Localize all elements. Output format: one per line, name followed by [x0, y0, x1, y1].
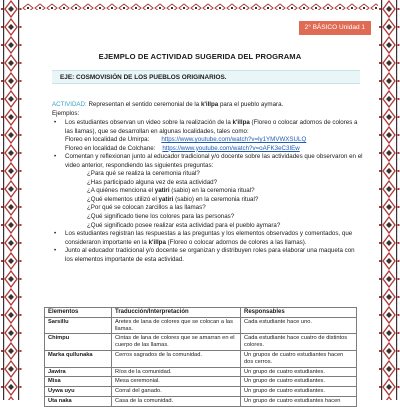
- question-text: ¿Qué significado tiene los colores para las personas?: [87, 213, 235, 221]
- video-location-label: Floreo en localidad de Colchane:: [65, 144, 156, 152]
- table-cell: Cintas de lana de colores que se amarran en el cuerpo de las llamas.: [112, 334, 241, 351]
- question-text: (sabio) en la ceremonia ritual?: [173, 195, 259, 203]
- column-header: Elementos: [45, 308, 112, 318]
- table-cell: Misa: [45, 377, 112, 387]
- activity-text: Representan el sentido ceremonial de la: [86, 101, 201, 108]
- video-link-colchane[interactable]: https://www.youtube.com/watch?v=oAFK3eC3IEw: [162, 144, 300, 152]
- item-text: (Floreo o colocar adornos de colores a las llamas), que se desarrollan en algunas localidades, tales como:: [65, 119, 358, 135]
- video-reference-colchane: [65, 145, 364, 154]
- column-header: Traducción/Interpretación: [112, 308, 241, 318]
- question-item: [87, 179, 364, 188]
- question-item: [87, 187, 364, 196]
- item-text: Junto al educador tradicional y/o docente se organizan y distribuyen roles para elaborar una maqueta con los elementos importante de esta actividad.: [65, 247, 355, 263]
- video-location-label: Floreo en localidad de Umirpa:: [65, 136, 150, 144]
- decorative-border-top: [22, 0, 378, 10]
- table-cell: Un grupo de cuatro estudiantes.: [241, 367, 357, 377]
- question-item: [87, 196, 364, 205]
- table-cell: Casa de la comunidad.: [112, 396, 241, 406]
- table-cell: Corral del ganado.: [112, 387, 241, 397]
- table-cell: Marka qullunaka: [45, 350, 112, 367]
- table-cell: Un grupo de cuatro estudiantes.: [241, 377, 357, 387]
- item-text: Los estudiantes registran las respuestas a las preguntas y los elementos observados y comentados, que consideraron importante en la: [65, 230, 353, 246]
- table-cell: Uta naka: [45, 396, 112, 406]
- question-item: [87, 213, 364, 222]
- table-cell: Jawira: [45, 367, 112, 377]
- table-row: [45, 387, 357, 397]
- table-cell: Aretes de lana de colores que se colocan a las llamas.: [112, 317, 241, 334]
- table-cell: Un grupos de cuatro estudiantes hacen dos cerros.: [241, 350, 357, 367]
- list-item: [52, 119, 364, 153]
- page-title: EJEMPLO DE ACTIVIDAD SUGERIDA DEL PROGRAMA: [98, 52, 302, 61]
- activity-steps-list: [52, 119, 364, 264]
- item-text: (Floreo o colocar adornos de colores a las llamas).: [165, 238, 307, 246]
- list-item: [52, 153, 364, 230]
- item-text: Los estudiantes observan un video sobre la realización de la: [65, 119, 233, 126]
- activity-label: ACTIVIDAD:: [52, 101, 87, 108]
- question-list: [65, 170, 364, 230]
- question-text: ¿Qué elementos utilizó el: [87, 195, 159, 203]
- activity-text-end: para el pueblo aymara.: [218, 101, 284, 108]
- item-term: k'illpa: [232, 119, 250, 126]
- question-text: (sabio) en la ceremonia ritual?: [169, 187, 255, 195]
- video-reference-umirpa: [65, 136, 364, 145]
- list-item: [52, 230, 364, 247]
- question-text: ¿A quiénes menciona el: [87, 187, 155, 195]
- table-row: [45, 367, 357, 377]
- table-cell: Cada estudiante hace uno.: [241, 317, 357, 334]
- table-row: [45, 396, 357, 406]
- question-text: ¿Por qué se colocan zarcillos a las llamas?: [87, 204, 206, 212]
- question-text: ¿Qué significado posee realizar esta actividad para el pueblo aymara?: [87, 221, 281, 229]
- video-link-umirpa[interactable]: https://www.youtube.com/watch?v=ly1YMVWXSULQ: [161, 136, 307, 144]
- table-row: [45, 350, 357, 367]
- table-cell: Cada estudiante hace cuatro de distintos colores.: [241, 334, 357, 351]
- table-cell: Mesa ceremonial.: [112, 377, 241, 387]
- question-term: yatiri: [158, 195, 174, 203]
- question-item: [87, 222, 364, 231]
- elements-table: [44, 307, 357, 407]
- item-term: k'illpa: [148, 238, 166, 246]
- table-cell: Un grupo de cuatro estudiantes.: [241, 387, 357, 397]
- table-row: [45, 317, 357, 334]
- andean-pattern-icon: [22, 3, 378, 10]
- table-row: [45, 377, 357, 387]
- activity-statement: [52, 101, 362, 110]
- question-text: ¿Has participado alguna vez de esta actividad?: [87, 178, 218, 186]
- table-cell: Chimpu: [45, 334, 112, 351]
- list-item: [52, 247, 364, 264]
- table-cell: Cerros sagrados de la comunidad.: [112, 350, 241, 367]
- table-cell: Un grupo de cuatro estudiantes hacen: [241, 396, 357, 406]
- table-header-row: [45, 308, 357, 318]
- axis-heading: EJE: COSMOVISIÓN DE LOS PUEBLOS ORIGINARIOS.: [52, 70, 360, 84]
- grade-unit-badge: 2° BÁSICO Unidad 1: [299, 21, 371, 35]
- table-cell: Sarsillu: [45, 317, 112, 334]
- table-cell: Ríos de la comunidad.: [112, 367, 241, 377]
- question-item: [87, 204, 364, 213]
- item-text: Comentan y reflexionan junto al educador tradicional y/o docente sobre las actividades que observaron en el video anterior, respondiendo las siguientes preguntas:: [65, 153, 363, 169]
- examples-label: Ejemplos:: [52, 110, 80, 117]
- column-header: Responsables: [241, 308, 357, 318]
- question-text: ¿Para qué se realiza la ceremonia ritual?: [87, 170, 200, 178]
- question-term: yatiri: [154, 187, 170, 195]
- question-item: [87, 170, 364, 179]
- table-cell: Uywa uyu: [45, 387, 112, 397]
- table-row: [45, 334, 357, 351]
- activity-term: k'illpa: [200, 101, 219, 108]
